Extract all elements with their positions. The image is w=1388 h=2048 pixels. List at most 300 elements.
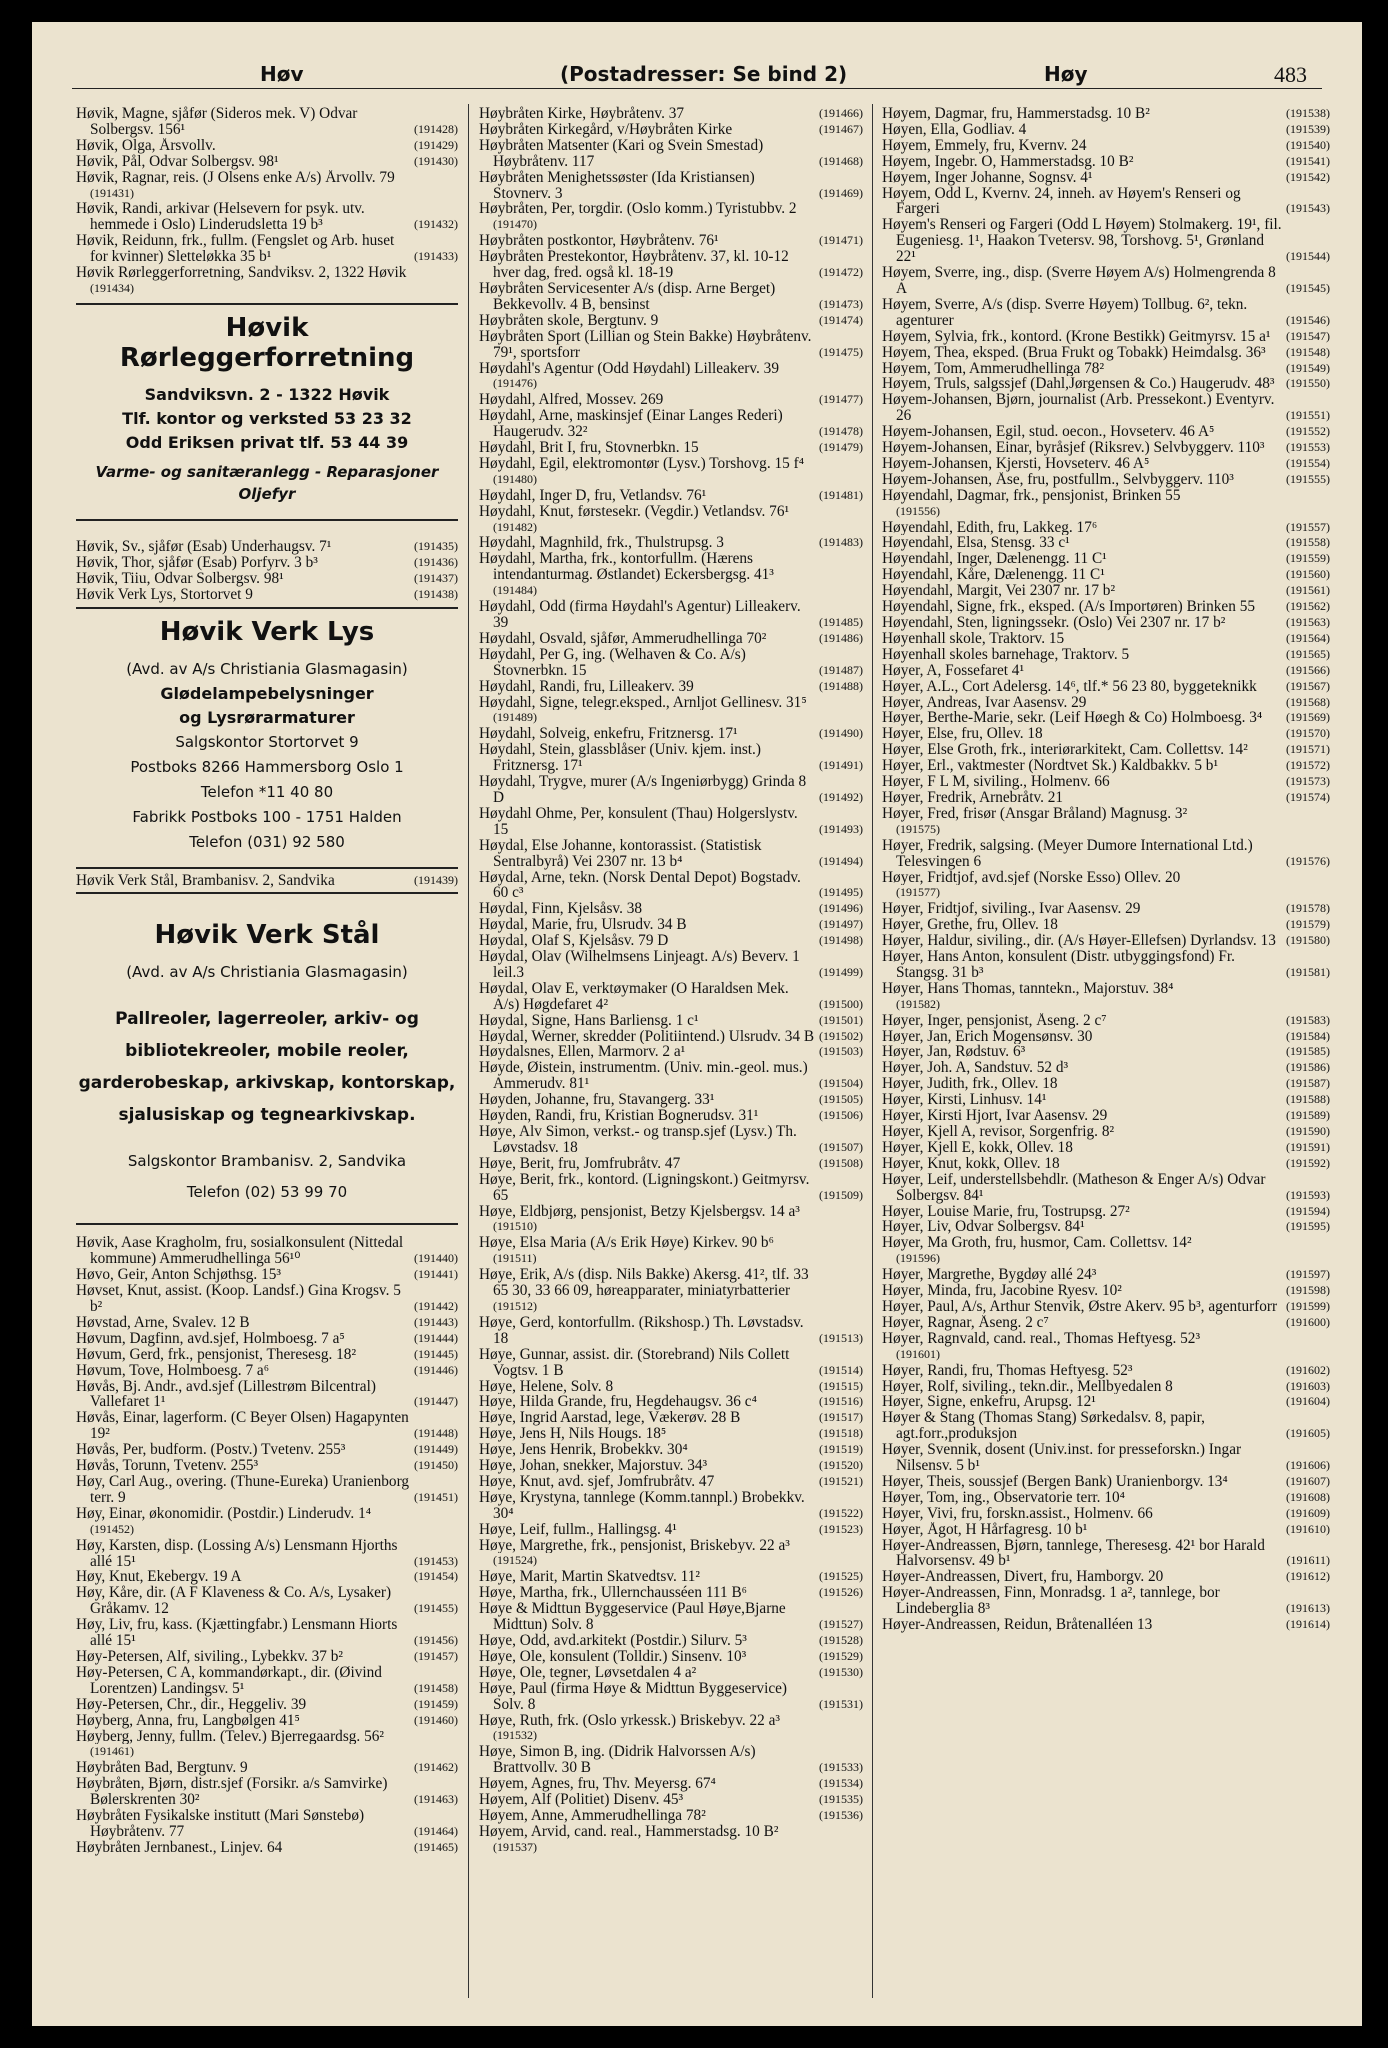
- entry-number: (191468): [819, 153, 863, 168]
- entry-number: (191442): [414, 1299, 458, 1314]
- entry-number: (191495): [819, 885, 863, 900]
- entry-number: (191564): [1286, 630, 1330, 645]
- entry-text: Høyer, Svennik, dosent (Univ.inst. for presseforskn.) Ingar Nilsensv. 5 b¹: [882, 1442, 1242, 1474]
- entry-text: Høybråten skole, Bergtunv. 9: [479, 312, 659, 329]
- entry-number: (191466): [819, 106, 863, 120]
- directory-entry: [479, 1442, 863, 1458]
- entry-text: Høyer, Grethe, fru, Ollev. 18: [882, 917, 1058, 934]
- advert-verk-stal: [76, 892, 458, 1225]
- entry-text: Høydal, Olav (Wilhelmsens Linjeagt. A/s) Beverv. 1 leil.3: [479, 949, 800, 981]
- entry-number: (191494): [819, 853, 863, 868]
- entry-text: Høyer, Tom, ing., Observatorie terr. 10⁴: [882, 1489, 1125, 1506]
- directory-entry: [479, 392, 863, 408]
- directory-entry: [882, 695, 1330, 711]
- entry-number: (191576): [1286, 853, 1330, 868]
- entry-text: Høyem's Renseri og Fargeri (Odd L Høyem) Stolmakerg. 19¹, fil. Eugeniesg. 1¹, Haakon Tvetersv. 98, Torshovg. 5¹, Grønland 22¹: [882, 217, 1282, 266]
- directory-entry: [479, 329, 863, 361]
- entry-number: (191603): [1286, 1378, 1330, 1393]
- entry-text: Høyer, Joh. A, Sandstuv. 52 d³: [882, 1060, 1069, 1077]
- directory-entry: [76, 1442, 458, 1458]
- directory-entry: [479, 1490, 863, 1522]
- directory-entry: [479, 408, 863, 440]
- entry-number: (191509): [819, 1187, 863, 1202]
- directory-entry: [882, 742, 1330, 758]
- entry-number: (191609): [1286, 1505, 1330, 1520]
- entry-number: (191608): [1286, 1489, 1330, 1504]
- entry-number: (191572): [1286, 758, 1330, 773]
- entries-top: [76, 106, 458, 297]
- entry-number: (191560): [1286, 567, 1330, 582]
- entry-text: Høyendahl, Margit, Vei 2307 nr. 17 b²: [882, 583, 1116, 600]
- directory-entry: [76, 539, 458, 555]
- entry-number: (191487): [819, 662, 863, 677]
- directory-entry: [479, 1474, 863, 1490]
- entry-text: Høydahl, Signe, telegr.eksped., Arnljot Gellinesv. 31⁵: [479, 694, 807, 711]
- entry-number: (191567): [1286, 678, 1330, 693]
- entry-text: Høye, Erik, A/s (disp. Nils Bakke) Akersg. 41², tlf. 33 65 30, 33 66 09, høreapparater, miniatyrbatterier: [479, 1267, 809, 1299]
- entry-number: (191523): [819, 1521, 863, 1536]
- directory-entry: [479, 1267, 863, 1315]
- entry-text: Høy, Kåre, dir. (A F Klaveness & Co. A/s, Lysaker) Gråkamv. 12: [76, 1585, 392, 1618]
- entry-text: Høybråten Matsenter (Kari og Svein Smestad) Høybråtenv. 117: [479, 137, 764, 170]
- entry-text: Høvik, Aase Kragholm, fru, sosialkonsulent (Nittedal kommune) Ammerudhellinga 56¹⁰: [76, 1235, 404, 1268]
- entry-number: (191530): [819, 1664, 863, 1679]
- entry-number: (191583): [1286, 1012, 1330, 1027]
- entry-text: Høybråten postkontor, Høybråtenv. 76¹: [479, 233, 719, 250]
- column-3: [882, 106, 1330, 1633]
- entry-text: Høvik, Pål, Odvar Solbergsv. 98¹: [76, 153, 279, 170]
- directory-entry: [76, 555, 458, 571]
- entry-text: Høvum, Dagfinn, avd.sjef, Holmboesg. 7 a⁵: [76, 1330, 345, 1347]
- entry-text: Høyer, Fredrik, salgsing. (Meyer Dumore International Ltd.) Telesvingen 6: [882, 837, 1253, 870]
- directory-entry: [882, 106, 1330, 122]
- entry-text: Høyem, Odd L, Kvernv. 24, inneh. av Høyem's Renseri og Fargeri: [882, 185, 1241, 218]
- entry-number: (191528): [819, 1633, 863, 1647]
- directory-entry: [479, 647, 863, 679]
- entry-text: Høybråten, Bjørn, distr.sjef (Forsikr. a/s Samvirke) Bølerskrenten 30²: [76, 1776, 388, 1809]
- entry-text: Høye, Hilda Grande, fru, Hegdehaugsv. 36 c⁴: [479, 1394, 757, 1411]
- directory-entry: [882, 1506, 1330, 1522]
- entry-text: Høyberg, Anna, fru, Langbølgen 41⁵: [76, 1712, 300, 1729]
- entry-number: (191531): [819, 1696, 863, 1711]
- entry-text: Høybråten Fysikalske institutt (Mari Sønstebø) Høybråtenv. 77: [76, 1808, 365, 1840]
- entry-text: Høydahl, Randi, fru, Lilleakerv. 39: [479, 678, 694, 695]
- directory-entry: [479, 1394, 863, 1410]
- entry-text: Høye, Leif, fullm., Hallingsg. 4¹: [479, 1521, 677, 1538]
- entry-text: Høvås, Einar, lagerform. (C Beyer Olsen) Hagapynten 19²: [76, 1410, 409, 1443]
- entry-text: Høvstad, Arne, Svalev. 12 B: [76, 1314, 250, 1331]
- entry-number: (191501): [819, 1012, 863, 1027]
- directory-entry: [76, 1697, 458, 1713]
- directory-entry: [479, 1538, 863, 1570]
- entry-number: (191469): [819, 185, 863, 200]
- entry-number: (191505): [819, 1092, 863, 1107]
- entry-text: Høyberg, Jenny, fullm. (Telev.) Bjerregaardsg. 56²: [76, 1728, 384, 1745]
- directory-entry: [882, 1363, 1330, 1379]
- directory-entry: [479, 106, 863, 122]
- entry-text: Høy, Einar, økonomidir. (Postdir.) Linderudv. 1⁴: [76, 1505, 372, 1522]
- directory-entry: [882, 917, 1330, 933]
- directory-entry: [882, 1410, 1330, 1442]
- entry-text: Høydal, Olaf S, Kjelsåsv. 79 D: [479, 933, 669, 950]
- directory-entry: [882, 361, 1330, 377]
- entry-text: Høye, Ruth, frk. (Oslo yrkessk.) Briskebyv. 22 a³: [479, 1712, 780, 1729]
- entry-text: Høyer, Rolf, siviling., tekn.dir., Mellbyedalen 8: [882, 1378, 1173, 1395]
- directory-entry: [882, 1442, 1330, 1474]
- entry-text: Høy-Petersen, Chr., dir., Heggeliv. 39: [76, 1696, 307, 1713]
- entry-number: (191582): [896, 996, 940, 1011]
- directory-entry: [882, 710, 1330, 726]
- entry-number: (191541): [1286, 153, 1330, 168]
- entry-number: (191546): [1286, 312, 1330, 327]
- directory-entry: [479, 981, 863, 1013]
- entry-number: (191590): [1286, 1124, 1330, 1138]
- entry-text: Høyer, Fredrik, Arnebråtv. 21: [882, 789, 1064, 806]
- entry-text: Høyer, Ragnvald, cand. real., Thomas Heftyesg. 52³: [882, 1330, 1201, 1347]
- entry-number: (191554): [1286, 455, 1330, 470]
- advert-line: (Avd. av A/s Christiania Glasmagasin): [126, 963, 408, 982]
- entry-number: (191461): [90, 1744, 134, 1759]
- entry-text: Høyer, Minda, fru, Jacobine Ryesv. 10²: [882, 1283, 1122, 1299]
- entry-number: (191491): [819, 758, 863, 773]
- directory-entry: [76, 1331, 458, 1347]
- directory-entry: [882, 392, 1330, 424]
- entry-text: Høyem, Sylvia, frk., kontord. (Krone Bestikk) Geitmyrsv. 15 a¹: [882, 328, 1271, 345]
- entry-text: Høye, Ole, konsulent (Tolldir.) Sinsenv. 10³: [479, 1648, 747, 1665]
- directory-entry: [882, 615, 1330, 631]
- directory-entry: [882, 631, 1330, 647]
- directory-entry: [882, 1394, 1330, 1410]
- entry-number: (191448): [414, 1426, 458, 1441]
- advert-line: Sandviksvn. 2 - 1322 Høvik: [144, 384, 390, 404]
- entry-text: Høvås, Per, budform. (Postv.) Tvetenv. 255³: [76, 1442, 346, 1459]
- entry-number: (191566): [1286, 662, 1330, 677]
- directory-entry: [76, 1665, 458, 1697]
- entry-number: (191443): [414, 1314, 458, 1329]
- entry-text: Høy, Carl Aug., overing. (Thune-Eureka) Uranienborg terr. 9: [76, 1474, 410, 1506]
- entry-text: Høye, Eldbjørg, pensjonist, Betzy Kjelsbergsv. 14 a³: [479, 1203, 800, 1220]
- entry-text: Høyem-Johansen, Kjersti, Hovseterv. 46 A⁵: [882, 455, 1150, 472]
- entry-text: Høyem, Emmely, fru, Kvernv. 24: [882, 137, 1087, 154]
- entry-text: Høyem, Dagmar, fru, Hammerstadsg. 10 B²: [882, 106, 1150, 122]
- entry-text: Høyem, Truls, salgssjef (Dahl,Jørgensen & Co.) Haugerudv. 48³: [882, 376, 1275, 393]
- directory-entry: [479, 1824, 863, 1856]
- directory-entry: [882, 345, 1330, 361]
- directory-entry: [479, 1713, 863, 1745]
- entry-text: Høy, Knut, Ekebergv. 19 A: [76, 1569, 242, 1586]
- directory-entry: [479, 901, 863, 917]
- entry-text: Høye & Midttun Byggeservice (Paul Høye,Bjarne Midttun) Solv. 8: [479, 1601, 786, 1633]
- entry-number: (191493): [819, 821, 863, 836]
- entry-text: Høyer-Andreassen, Finn, Monradsg. 1 a², tannlege, bor Lindebergliа 8³: [882, 1585, 1220, 1618]
- entry-text: Høye, Marit, Martin Skatvedtsv. 11²: [479, 1569, 700, 1586]
- entry-number: (191568): [1286, 694, 1330, 709]
- directory-entry: [479, 1172, 863, 1204]
- directory-entry: [882, 663, 1330, 679]
- entry-number: (191581): [1286, 964, 1330, 979]
- entry-number: (191458): [414, 1680, 458, 1695]
- entry-text: Høyer, Ragnar, Åseng. 2 c⁷: [882, 1314, 1049, 1331]
- directory-entry: [76, 1283, 458, 1315]
- entry-text: Høyer, Fred, frisør (Ansgar Bråland) Magnusg. 3²: [882, 805, 1188, 822]
- entry-text: Høydal, Finn, Kjelsåsv. 38: [479, 901, 643, 918]
- entry-text: Høydal, Else Johanne, kontorassist. (Statistisk Sentralbyrå) Vei 2307 nr. 13 b⁴: [479, 837, 762, 870]
- entry-text: Høy-Petersen, Alf, siviling., Lybekkv. 37 b²: [76, 1648, 344, 1665]
- directory-entry: [882, 790, 1330, 806]
- entry-text: Høydahl, Stein, glassblåser (Univ. kjem. inst.) Fritznersg. 17¹: [479, 742, 761, 775]
- entry-text: Høyer, Ma Groth, fru, husmor, Cam. Collettsv. 14²: [882, 1235, 1192, 1252]
- directory-entry: [882, 1283, 1330, 1299]
- directory-entry: [882, 758, 1330, 774]
- advert-line: Pallreoler, lagerreoler, arkiv- og: [115, 1009, 419, 1030]
- directory-entry: [479, 774, 863, 806]
- entry-text: Høye, Johan, snekker, Majorstuv. 34³: [479, 1458, 708, 1474]
- directory-entry: [479, 1649, 863, 1665]
- entry-number: (191598): [1286, 1283, 1330, 1298]
- entry-number: (191460): [414, 1712, 458, 1727]
- entry-text: Høvås, Torunn, Tvetenv. 255³: [76, 1458, 259, 1474]
- entry-number: (191500): [819, 996, 863, 1011]
- entry-text: Høydahl, Magnhild, frk., Thulstrupsg. 3: [479, 535, 724, 552]
- header-center: (Postadresser: Se bind 2): [560, 62, 848, 86]
- directory-entry: [479, 695, 863, 727]
- entry-text: Høyer, Vivi, fru, forskn.assist., Holmenv. 66: [882, 1505, 1153, 1522]
- entry-number: (191591): [1286, 1139, 1330, 1154]
- entry-number: (191569): [1286, 710, 1330, 725]
- entry-text: Høyendahl, Sten, ligningssekr. (Oslo) Vei 2307 nr. 17 b²: [882, 615, 1226, 631]
- directory-entry: [479, 806, 863, 838]
- advert-rorlegger: [76, 303, 458, 521]
- directory-entry: [479, 1792, 863, 1808]
- entry-number: (191540): [1286, 137, 1330, 152]
- entries-bottom: [76, 1235, 458, 1855]
- directory-entry: [76, 1363, 458, 1379]
- entry-text: Høyer, Else, fru, Ollev. 18: [882, 726, 1043, 743]
- directory-entry: [882, 583, 1330, 599]
- entry-text: Høyden, Johanne, fru, Stavangerg. 33¹: [479, 1092, 715, 1109]
- directory-entry: [882, 981, 1330, 1013]
- entry-text: Høye, Berit, frk., kontord. (Ligningskont.) Geitmyrsv. 65: [479, 1171, 810, 1204]
- directory-entry: [882, 1585, 1330, 1617]
- directory-entry: [882, 217, 1330, 265]
- entry-number: (191447): [414, 1394, 458, 1409]
- entry-text: Høyer, Kirsti, Linhusv. 14¹: [882, 1092, 1047, 1109]
- entry-text: Høyendahl, Kåre, Dælenengg. 11 C¹: [882, 567, 1105, 584]
- directory-entry: [882, 679, 1330, 695]
- directory-entry: [76, 1267, 458, 1283]
- entry-number: (191470): [493, 217, 537, 232]
- directory-entry: [76, 571, 458, 587]
- entry-number: (191550): [1286, 376, 1330, 391]
- directory-entry: [882, 154, 1330, 170]
- entry-text: Høybråten Sport (Lillian og Stein Bakke) Høybråtenv. 79¹, sportsforr: [479, 328, 812, 361]
- directory-entry: [882, 1538, 1330, 1570]
- entry-text: Høybråten Menighetssøster (Ida Kristiansen) Stovnerv. 3: [479, 169, 755, 202]
- entry-number: (191565): [1286, 646, 1330, 661]
- entry-number: (191536): [819, 1807, 863, 1822]
- directory-entry: [479, 1776, 863, 1792]
- entry-number: (191463): [414, 1792, 458, 1807]
- entry-text: Høye, Krystyna, tannlege (Komm.tannpl.) Brobekkv. 30⁴: [479, 1489, 805, 1522]
- entry-number: (191454): [414, 1569, 458, 1584]
- directory-entry: [76, 1617, 458, 1649]
- entry-number: (191570): [1286, 726, 1330, 741]
- entry-text: Høydahl, Knut, førstesekr. (Vegdir.) Vetlandsv. 76¹: [479, 503, 790, 520]
- entry-number: (191610): [1286, 1521, 1330, 1536]
- directory-entry: [882, 1172, 1330, 1204]
- directory-entry: [479, 170, 863, 202]
- entry-text: Høydahl, Solveig, enkefru, Fritznersg. 17¹: [479, 726, 738, 743]
- entry-text: Høye, Simon B, ing. (Didrik Halvorssen A/s) Brattvollv. 30 B: [479, 1744, 756, 1777]
- entry-text: Høyem, Inger Johanne, Sognsv. 4¹: [882, 169, 1093, 186]
- directory-entry: [882, 647, 1330, 663]
- directory-entry: [479, 1585, 863, 1601]
- entry-number: (191504): [819, 1076, 863, 1091]
- advert-title: Høvik Verk Stål: [154, 920, 380, 951]
- entry-number: (191512): [493, 1298, 537, 1313]
- entry-number: (191557): [1286, 519, 1330, 534]
- directory-entry: [882, 726, 1330, 742]
- entry-text: Høye, Berit, fru, Jomfrubråtv. 47: [479, 1155, 681, 1172]
- directory-entry: [76, 1315, 458, 1331]
- entry-number: (191474): [819, 312, 863, 327]
- entry-text: Høvik, Olga, Årsvollv.: [76, 137, 216, 154]
- directory-entry: [479, 949, 863, 981]
- entry-number: (191511): [493, 1251, 537, 1266]
- directory-entry: [882, 456, 1330, 472]
- entry-text: Høye, Margrethe, frk., pensjonist, Briskebyv. 22 a³: [479, 1537, 790, 1554]
- entry-text: Høyem, Sverre, A/s (disp. Sverre Høyem) Tollbug. 6², tekn. agenturer: [882, 296, 1248, 329]
- entry-text: Høye, Martha, frk., Ullernchausséen 111 B⁶: [479, 1585, 747, 1602]
- entry-text: Høyer, A.L., Cort Adelersg. 14⁶, tlf.* 56 23 80, byggeteknikk: [882, 678, 1257, 695]
- entry-text: Høvik, Ragnar, reis. (J Olsens enke A/s) Årvollv. 79: [76, 169, 395, 186]
- entry-text: Høyer, Knut, kokk, Ollev. 18: [882, 1155, 1060, 1172]
- directory-entry: [479, 1744, 863, 1776]
- directory-entry: [76, 1649, 458, 1665]
- directory-entry: [882, 170, 1330, 186]
- entry-number: (191561): [1286, 583, 1330, 598]
- entry-text: Høyer, A, Fossefaret 4¹: [882, 662, 1025, 679]
- entry-text: Høvik Verk Stål, Brambanisv. 2, Sandvika: [76, 872, 335, 889]
- directory-entry: [479, 1156, 863, 1172]
- entry-text: Høyem-Johansen, Egil, stud. oecon., Hovseterv. 46 A⁵: [882, 424, 1215, 441]
- entry-text: Høyde, Øistein, instrumentm. (Univ. min.-geol. mus.) Ammerudv. 81¹: [479, 1060, 808, 1093]
- advert-line: Telefon (031) 92 580: [189, 832, 345, 851]
- entry-text: Høydalsnes, Ellen, Marmorv. 2 a¹: [479, 1044, 686, 1061]
- advert-title: Høvik Rørleggerforretning: [119, 312, 415, 373]
- entry-number: (191562): [1286, 599, 1330, 614]
- entry-number: (191472): [819, 265, 863, 280]
- entry-number: (191488): [819, 678, 863, 693]
- directory-entry: [479, 313, 863, 329]
- directory-entry: [479, 917, 863, 933]
- entry-number: (191538): [1286, 106, 1330, 120]
- entry-number: (191551): [1286, 408, 1330, 423]
- entry-number: (191478): [819, 424, 863, 439]
- column-1: [76, 106, 458, 1856]
- entry-number: (191545): [1286, 280, 1330, 295]
- entry-number: (191508): [819, 1155, 863, 1170]
- directory-entry: [76, 1379, 458, 1411]
- entry-number: (191573): [1286, 774, 1330, 789]
- entry-text: Høybråten Prestekontor, Høybråtenv. 37, kl. 10-12 hver dag, fred. også kl. 18-19: [479, 249, 789, 281]
- entry-number: (191586): [1286, 1060, 1330, 1075]
- entry-text: Høyer, Leif, understellsbehdlr. (Matheson & Enger A/s) Odvar Solbergsv. 84¹: [882, 1171, 1266, 1204]
- entry-text: Høvik, Randi, arkivar (Helsevern for psyk. utv. hemmede i Oslo) Linderudsletta 19 b³: [76, 201, 365, 234]
- entry-number: (191542): [1286, 169, 1330, 184]
- entry-text: Høyer, Andreas, Ivar Aasensv. 29: [882, 694, 1087, 711]
- entry-number: (191429): [414, 137, 458, 152]
- entry-number: (191518): [819, 1426, 863, 1441]
- entry-number: (191434): [90, 280, 134, 295]
- entry-number: (191553): [1286, 440, 1330, 455]
- entry-text: Høye, Ingrid Aarstad, lege, Vækerøv. 28 B: [479, 1410, 741, 1427]
- directory-entry: [76, 138, 458, 154]
- entry-number: (191483): [819, 535, 863, 550]
- entry-number: (191506): [819, 1108, 863, 1123]
- directory-entry: [882, 1108, 1330, 1124]
- entry-number: (191587): [1286, 1076, 1330, 1091]
- directory-entry: [479, 933, 863, 949]
- directory-entry: [882, 1315, 1330, 1331]
- entry-text: Høyer, Berthe-Marie, sekr. (Leif Høegh & Co) Holmboesg. 3⁴: [882, 710, 1263, 727]
- entry-number: (191519): [819, 1442, 863, 1457]
- entry-text: Høydahl, Odd (firma Høydahl's Agentur) Lilleakerv. 39: [479, 599, 801, 631]
- entry-number: (191584): [1286, 1028, 1330, 1043]
- directory-entry: [479, 1315, 863, 1347]
- directory-entry: [479, 456, 863, 488]
- advert-line: Salgskontor Brambanisv. 2, Sandvika: [127, 1152, 407, 1171]
- directory-entry: [882, 1474, 1330, 1490]
- directory-entry: [882, 535, 1330, 551]
- directory-entry: [882, 838, 1330, 870]
- entry-text: Høydahl, Martha, frk., kontorfullm. (Hærens intendanturmag. Østlandet) Eckersbergsg. 41³: [479, 551, 774, 584]
- entry-text: Høvik Verk Lys, Stortorvet 9: [76, 586, 253, 603]
- advert-line: Tlf. kontor og verksted 53 23 32: [122, 408, 412, 428]
- entry-text: Høyer, Louise Marie, fru, Tostrupsg. 27²: [882, 1203, 1130, 1220]
- advert-verk-lys: [76, 607, 458, 869]
- advert-line: Telefon (02) 53 99 70: [186, 1183, 348, 1202]
- entry-number: (191467): [819, 121, 863, 136]
- entry-number: (191520): [819, 1458, 863, 1473]
- entry-text: Høye, Elsa Maria (A/s Erik Høye) Kirkev. 90 b⁶: [479, 1235, 774, 1252]
- entry-text: Høyendahl, Edith, fru, Lakkeg. 17⁶: [882, 519, 1098, 536]
- entry-number: (191563): [1286, 615, 1330, 629]
- directory-entry: [479, 1044, 863, 1060]
- entry-number: (191600): [1286, 1314, 1330, 1329]
- entry-number: (191585): [1286, 1044, 1330, 1059]
- entry-number: (191596): [896, 1251, 940, 1266]
- directory-entry: [882, 520, 1330, 536]
- advert-line: Varme- og sanitæranlegg - Reparasjoner: [95, 462, 439, 481]
- entry-number: (191449): [414, 1442, 458, 1457]
- entry-text: Høyer, Inger, pensjonist, Åseng. 2 c⁷: [882, 1012, 1107, 1029]
- entry-text: Høvum, Gerd, frk., pensjonist, Theresesg. 18²: [76, 1346, 357, 1363]
- entry-text: Høybråten Servicesenter A/s (disp. Arne Berget) Bekkevollv. 4 B, bensinst: [479, 280, 776, 313]
- entry-text: Høyem, Tom, Ammerudhellinga 78²: [882, 360, 1105, 377]
- entry-number: (191612): [1286, 1569, 1330, 1584]
- page-number: 483: [1274, 62, 1307, 87]
- directory-entry: [479, 631, 863, 647]
- entry-number: (191492): [819, 789, 863, 804]
- entry-number: (191589): [1286, 1108, 1330, 1123]
- entry-number: (191498): [819, 933, 863, 948]
- entry-text: Høvo, Geir, Anton Schjøthsg. 15³: [76, 1267, 281, 1284]
- directory-entry: [479, 1458, 863, 1474]
- entry-number: (191515): [819, 1378, 863, 1393]
- entry-text: Høydahl, Per G, ing. (Welhaven & Co. A/s) Stovnerbkn. 15: [479, 646, 746, 679]
- entry-number: (191529): [819, 1648, 863, 1663]
